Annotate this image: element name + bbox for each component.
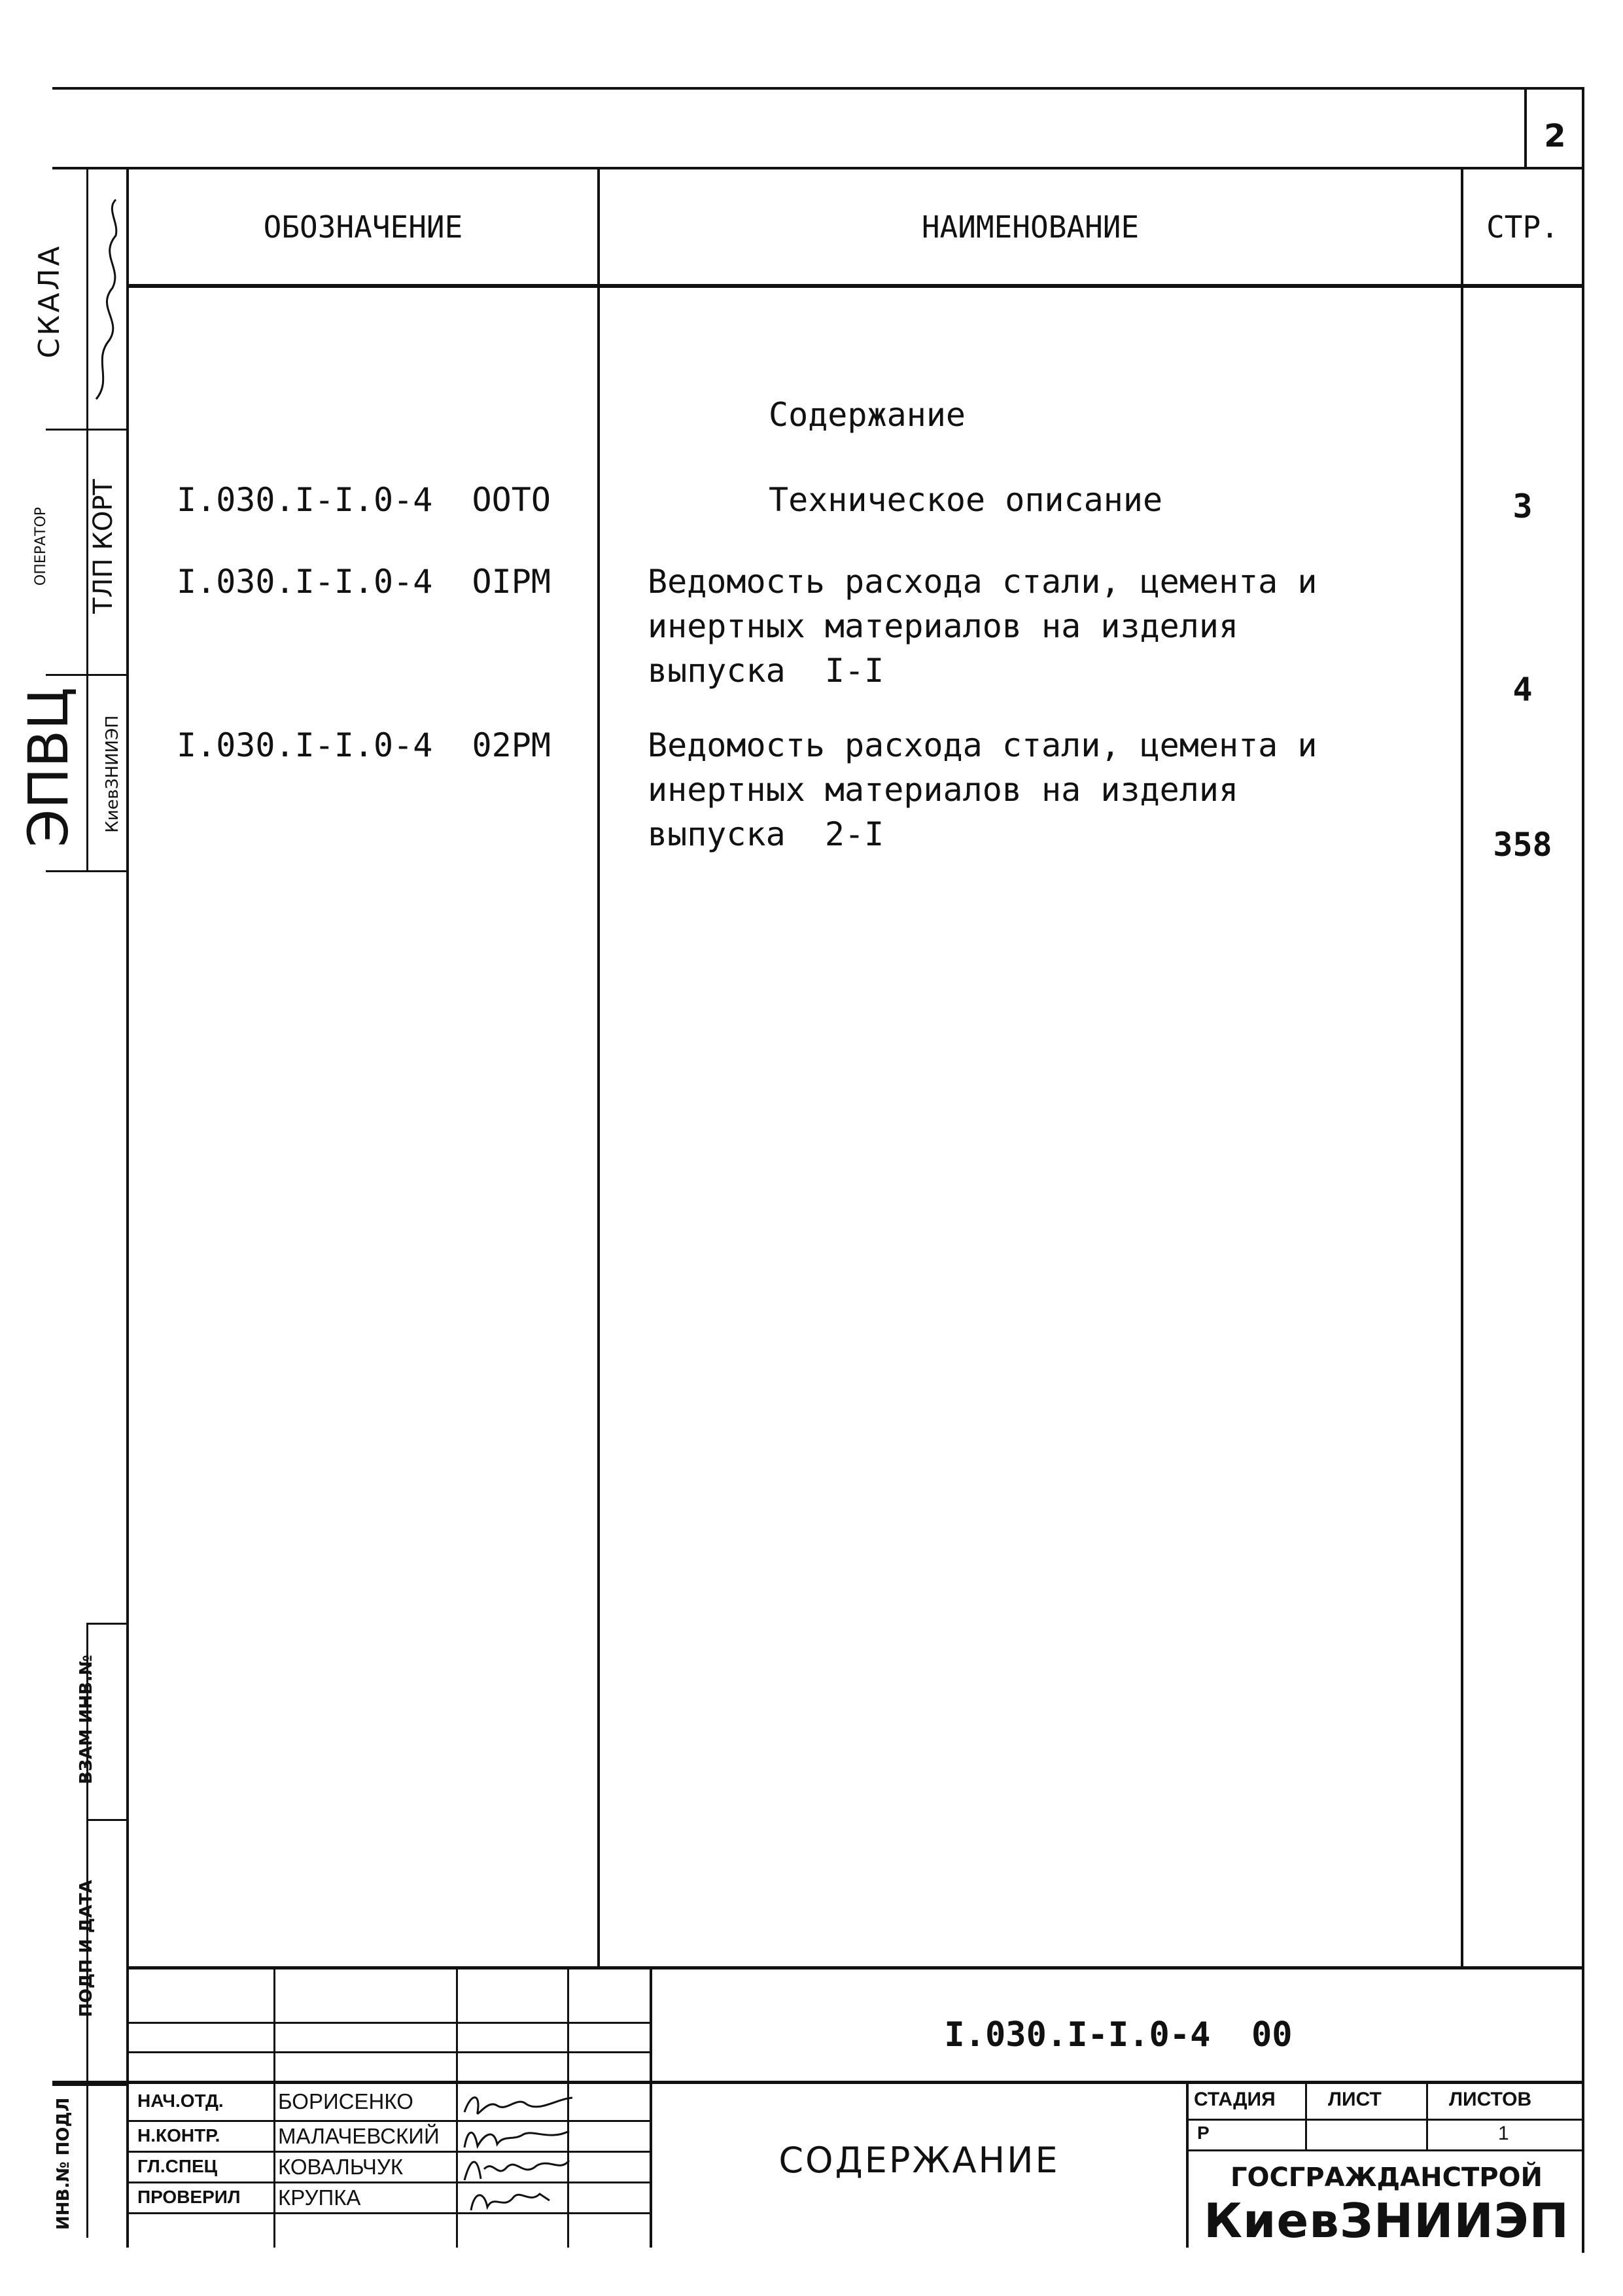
sheets-label: ЛИСТОВ	[1449, 2089, 1532, 2110]
stamp-org-sub: КиевЗНИИЭП	[103, 715, 122, 833]
row-1-designation: I.030.I-I.0-4 OOTO	[177, 481, 551, 519]
doc-title: СОДЕРЖАНИЕ	[778, 2140, 1060, 2181]
row-1-name: Техническое описание	[769, 481, 1163, 519]
signature-0	[458, 2086, 576, 2122]
stamp-org: ЭПВЦ	[16, 687, 80, 847]
stage-value: Р	[1197, 2123, 1210, 2143]
org-line1: ГОСГРАЖДАНСТРОЙ	[1230, 2163, 1543, 2193]
row-2-name-line3: выпуска I-I	[648, 652, 884, 690]
title-block-top-line	[126, 1966, 1584, 1969]
row-0-name: Содержание	[769, 396, 966, 434]
row-3-name-line3: выпуска 2-I	[648, 815, 884, 853]
header-page: СТР.	[1486, 209, 1559, 245]
row-3-name-line1: Ведомость расхода стали, цемента и	[648, 726, 1318, 764]
page-number: 2	[1544, 118, 1566, 154]
stamp-copied-signature	[86, 196, 126, 406]
row-3-page: 358	[1493, 826, 1552, 864]
signature-1	[458, 2121, 576, 2153]
role-2-name: КОВАЛЬЧУК	[278, 2155, 404, 2179]
frame-top-line	[52, 87, 1583, 90]
row-3-name-line2: инертных материалов на изделия	[648, 771, 1239, 809]
role-3-name: КРУПКА	[278, 2185, 361, 2210]
header-bottom-line	[126, 284, 1584, 288]
frame-right-line	[1582, 87, 1584, 2253]
role-3: ПРОВЕРИЛ	[137, 2187, 241, 2207]
col-divider-2	[1461, 167, 1463, 1966]
role-1-name: МАЛАЧЕВСКИЙ	[278, 2124, 440, 2148]
role-1: Н.КОНТР.	[137, 2125, 220, 2146]
signature-3	[458, 2184, 576, 2216]
frame-inner-top-line	[52, 167, 1583, 169]
inv-label: ВЗАМ ИНВ.№	[77, 1655, 96, 1784]
role-2: ГЛ.СПЕЦ	[137, 2156, 218, 2176]
doc-code: I.030.I-I.0-4 00	[944, 2015, 1293, 2055]
row-3-designation: I.030.I-I.0-4 02PM	[177, 726, 551, 764]
row-2-designation: I.030.I-I.0-4 OIPM	[177, 563, 551, 601]
role-0-name: БОРИСЕНКО	[278, 2089, 413, 2113]
stamp-copied: СКАЛА	[33, 243, 66, 359]
row-2-name-line2: инертных материалов на изделия	[648, 607, 1239, 645]
sign-label: ПОДП И ДАТА	[77, 1880, 96, 2017]
signature-2	[458, 2153, 576, 2184]
frame-left-line	[126, 167, 129, 2248]
row-2-name-line1: Ведомость расхода стали, цемента и	[648, 563, 1318, 601]
header-name: НАИМЕНОВАНИЕ	[921, 209, 1140, 245]
role-0: НАЧ.ОТД.	[137, 2091, 224, 2111]
stamp-operator: ТЛП КОРТ	[88, 479, 118, 614]
orig-label: ИНВ.№ ПОДЛ	[54, 2097, 73, 2230]
stage-label: СТАДИЯ	[1194, 2089, 1276, 2110]
sheets-value: 1	[1498, 2123, 1509, 2144]
col-divider-1	[597, 167, 600, 1966]
row-1-page: 3	[1512, 487, 1533, 525]
row-2-page: 4	[1512, 671, 1533, 709]
stamp-operator-label: ОПЕРАТОР	[33, 506, 49, 586]
header-designation: ОБОЗНАЧЕНИЕ	[263, 209, 463, 245]
sheet-label: ЛИСТ	[1328, 2089, 1382, 2110]
org-line2: КиевЗНИИЭП	[1204, 2193, 1569, 2248]
